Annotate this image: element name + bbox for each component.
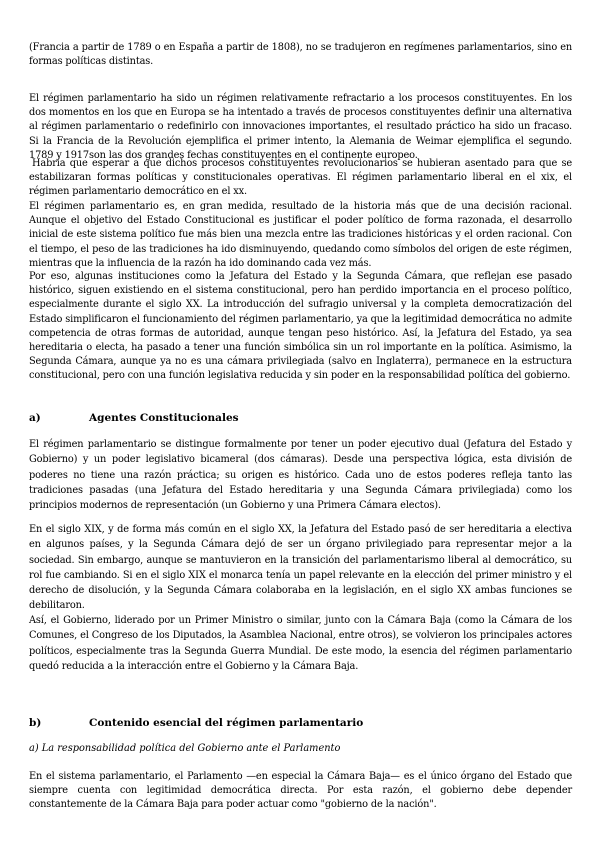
paragraph-2: El régimen parlamentario ha sido un régimen relativamente refractario a los procesos constituyentes. En los dos momentos en los que en Europa se ha intentado a través de procesos constituyentes definir una alternativa al régimen parlamentario o redefinirlo con innovaciones importantes, el resultado práctico ha sido un fracaso. Si la Francia de la Revolución ejemplifica el primer intento, la Alemania de Weimar ejemplifica el segundo. 1789 y 1917son las dos grandes fechas constituyentes en el continente europeo. (29, 93, 572, 161)
paragraph-9: En el sistema parlamentario, el Parlamento —en especial la Cámara Baja— es el único órgano del Estado que siempre cuenta con legitimidad democrática directa. Por esta razón, el gobierno debe depender constantemente de la Cámara Baja para poder actuar como "gobierno de la nación". (29, 771, 572, 811)
paragraph-8: Así, el Gobierno, liderado por un Primer Ministro o similar, junto con la Cámara Baja (como la Cámara de los Comunes, el Congreso de los Diputados, la Asamblea Nacional, entre otros), se volvieron los principales actores políticos, especialmente tras la Segunda Guerra Mundial. De este modo, la esencia del régimen parlamentario quedó reducida a la interacción entre el Gobierno y la Cámara Baja. (29, 615, 572, 672)
section-number: a) (29, 412, 41, 424)
section-title: Agentes Constitucionales (89, 412, 239, 424)
paragraph-7: En el siglo XIX, y de forma más común en el siglo XX, la Jefatura del Estado pasó de ser hereditaria a electiva en algunos países, y la Segunda Cámara dejó de ser un órgano privilegiado para representar mejor a la sociedad. Sin embargo, aunque se mantuvieron en la transición del parlamentarismo liberal al democrático, su rol fue cambiando. Si en el siglo XIX el monarca tenía un papel relevante en la elección del primer ministro y el derecho de disolución, y la Segunda Cámara colaboraba en la legislación, en el siglo XX ambas funciones se debilitaron. (29, 524, 572, 612)
paragraph-3: Habría que esperar a que dichos procesos constituyentes revolucionarios se hubieran asentado para que se estabilizaran formas políticas y constitucionales operativas. El régimen parlamentario liberal en el xix, el régimen parlamentario democrático en el xx. (29, 158, 572, 198)
section-heading-a (29, 412, 239, 424)
paragraph-5: Por eso, algunas instituciones como la Jefatura del Estado y la Segunda Cámara, que reflejan ese pasado histórico, siguen existiendo en el sistema constitucional, pero han perdido importancia en el proceso político, especialmente durante el siglo XX. La introducción del sufragio universal y la completa democratización del Estado simplificaron el funcionamiento del régimen parlamentario, ya que la legitimidad democrática no admite competencia de otras formas de autoridad, aunque tengan peso histórico. Así, la Jefatura del Estado, ya sea hereditaria o electa, ha pasado a tener una función simbólica sin un rol importante en la política. Asimismo, la Segunda Cámara, aunque ya no es una cámara privilegiada (salvo en Inglaterra), permanece en la estructura constitucional, pero con una función legislativa reducida y sin poder en la responsabilidad política del gobierno. (29, 271, 572, 382)
paragraph-1: (Francia a partir de 1789 o en España a partir de 1808), no se tradujeron en regímenes parlamentarios, sino en formas políticas distintas. (29, 42, 572, 68)
paragraph-6: El régimen parlamentario se distingue formalmente por tener un poder ejecutivo dual (Jefatura del Estado y Gobierno) y un poder legislativo bicameral (dos cámaras). Desde una perspectiva lógica, esta división de poderes no tiene una razón práctica; su origen es histórico. Cada uno de estos poderes refleja tanto las tradiciones pasadas (una Jefatura del Estado hereditaria y una Segunda Cámara privilegiada) como los principios modernos de representación (un Gobierno y una Primera Cámara electos). (29, 439, 572, 512)
section-title: Contenido esencial del régimen parlamentario (89, 717, 364, 729)
subsection-heading: a) La responsabilidad política del Gobierno ante el Parlamento (29, 743, 341, 754)
section-heading-b (29, 717, 363, 729)
paragraph-4: El régimen parlamentario es, en gran medida, resultado de la historia más que de una decisión racional. Aunque el objetivo del Estado Constitucional es justificar el poder político de forma razonada, el desarrollo inicial de este sistema político fue más bien una mezcla entre las tradiciones históricas y el orden racional. Con el tiempo, el peso de las tradiciones ha ido disminuyendo, quedando como símbolos del origen de este régimen, mientras que la influencia de la razón ha ido dominando cada vez más. (29, 201, 572, 269)
section-number: b) (29, 717, 42, 729)
